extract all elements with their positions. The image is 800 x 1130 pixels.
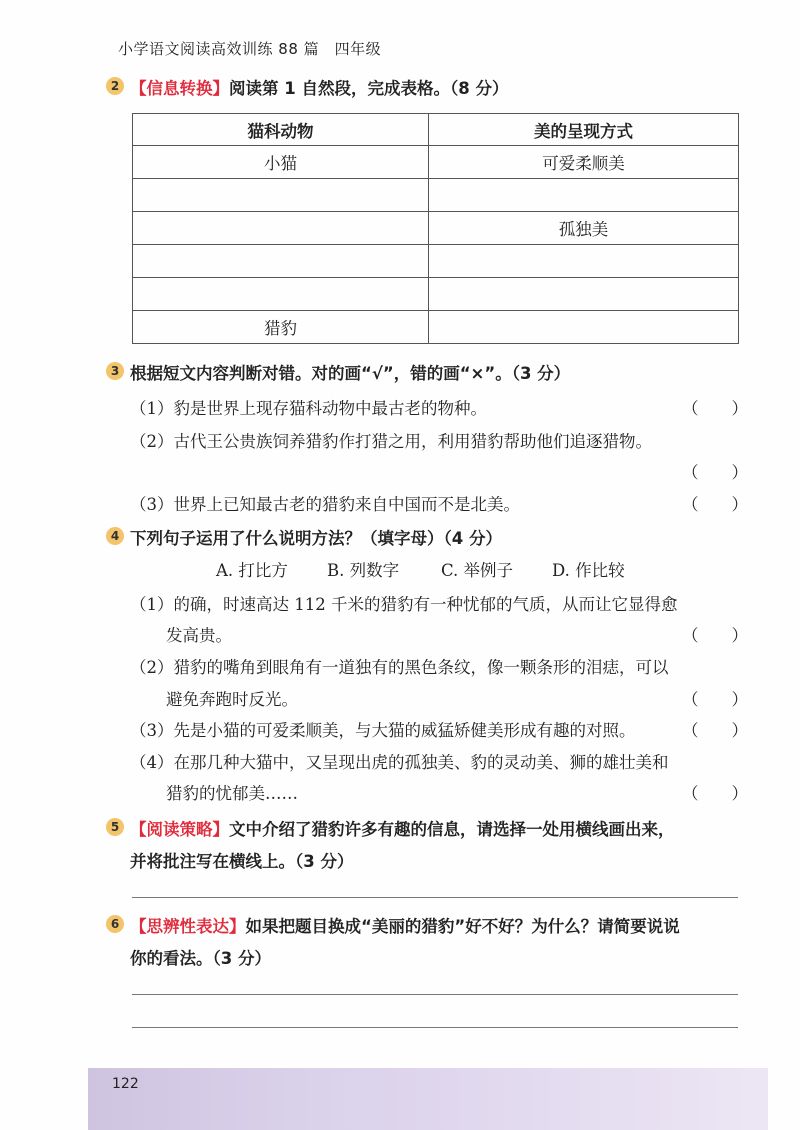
q4-item-2-line1: （2）猎豹的嘴角到眼角有一道独有的黑色条纹，像一颗条形的泪痣，可以 <box>130 658 669 677</box>
table-header-cell: 美的呈现方式 <box>429 114 739 146</box>
question-2-tag: 【信息转换】 <box>130 79 229 98</box>
table-row <box>133 245 739 278</box>
question-2-number: 2 <box>106 77 124 95</box>
q4-item-4-line1: （4）在那几种大猫中，又呈现出虎的孤独美、豹的灵动美、狮的雄壮美和 <box>130 753 669 772</box>
option-d: D. 作比较 <box>552 561 625 580</box>
q3-answer-1[interactable]: （ ） <box>682 399 748 418</box>
table-cell-animal-blank[interactable] <box>133 278 429 311</box>
table-row <box>133 179 739 212</box>
q3-item-1: （1）豹是世界上现存猫科动物中最古老的物种。 <box>130 399 487 418</box>
option-a: A. 打比方 <box>216 561 288 580</box>
table-row <box>133 311 739 344</box>
q4-answer-2[interactable]: （ ） <box>682 690 748 709</box>
info-table <box>132 113 739 344</box>
table-row <box>133 212 739 245</box>
table-cell-animal: 猎豹 <box>133 311 429 344</box>
question-3-number: 3 <box>106 362 124 380</box>
table-cell-beauty: 可爱柔顺美 <box>429 146 739 179</box>
question-5-prompt-line1: 文中介绍了猎豹许多有趣的信息，请选择一处用横线画出来， <box>229 820 675 839</box>
q3-item-3: （3）世界上已知最古老的猎豹来自中国而不是北美。 <box>130 495 520 514</box>
q3-item-2: （2）古代王公贵族饲养猎豹作打猎之用，利用猎豹帮助他们追逐猎物。 <box>130 432 652 451</box>
question-4-prompt: 下列句子运用了什么说明方法？（填字母）（4 分） <box>130 529 502 548</box>
question-2-heading <box>130 75 508 99</box>
q4-answer-3[interactable]: （ ） <box>682 721 748 740</box>
table-cell-beauty-blank[interactable] <box>429 311 739 344</box>
question-6-prompt-line2: 你的看法。（3 分） <box>130 949 271 968</box>
q4-answer-1[interactable]: （ ） <box>682 626 748 645</box>
question-6-prompt-line1: 如果把题目换成“美丽的猎豹”好不好？为什么？请简要说说 <box>245 917 680 936</box>
table-row <box>133 146 739 179</box>
question-6-tag: 【思辨性表达】 <box>130 917 246 936</box>
table-row <box>133 278 739 311</box>
question-4-number: 4 <box>106 527 124 545</box>
table-header-cell: 猫科动物 <box>133 114 429 146</box>
question-5-heading-line1 <box>130 816 675 840</box>
question-2-prompt: 阅读第 1 自然段，完成表格。（8 分） <box>229 79 509 98</box>
table-cell-animal-blank[interactable] <box>133 245 429 278</box>
question-5-number: 5 <box>106 818 124 836</box>
question-6-number: 6 <box>106 915 124 933</box>
q4-item-1-line1: （1）的确，时速高达 112 千米的猎豹有一种忧郁的气质，从而让它显得愈 <box>130 595 678 614</box>
option-c: C. 举例子 <box>441 561 514 580</box>
running-head: 小学语文阅读高效训练 88 篇 四年级 <box>118 40 382 58</box>
table-cell-animal-blank[interactable] <box>133 179 429 212</box>
q3-answer-3[interactable]: （ ） <box>682 495 748 514</box>
q5-answer-line[interactable] <box>132 897 738 898</box>
table-cell-beauty: 孤独美 <box>429 212 739 245</box>
table-cell-beauty-blank[interactable] <box>429 278 739 311</box>
table-cell-beauty-blank[interactable] <box>429 245 739 278</box>
q4-item-1-line2: 发高贵。 <box>166 626 232 645</box>
q4-answer-4[interactable]: （ ） <box>682 784 748 803</box>
q4-item-4-line2: 猎豹的忧郁美…… <box>166 784 298 803</box>
q6-answer-line-2[interactable] <box>132 1027 738 1028</box>
q4-item-2-line2: 避免奔跑时反光。 <box>166 690 298 709</box>
q3-answer-2[interactable]: （ ） <box>682 463 748 482</box>
question-5-prompt-line2: 并将批注写在横线上。（3 分） <box>130 852 354 871</box>
page-number: 122 <box>112 1076 139 1092</box>
q4-item-3-line1: （3）先是小猫的可爱柔顺美，与大猫的威猛矫健美形成有趣的对照。 <box>130 721 636 740</box>
option-b: B. 列数字 <box>327 561 400 580</box>
footer-band <box>88 1068 768 1130</box>
question-6-heading-line1 <box>130 913 680 937</box>
question-5-tag: 【阅读策略】 <box>130 820 229 839</box>
q6-answer-line-1[interactable] <box>132 994 738 995</box>
table-cell-animal: 小猫 <box>133 146 429 179</box>
question-3-prompt: 根据短文内容判断对错。对的画“√”，错的画“×”。（3 分） <box>130 364 571 383</box>
table-cell-beauty-blank[interactable] <box>429 179 739 212</box>
table-cell-animal-blank[interactable] <box>133 212 429 245</box>
